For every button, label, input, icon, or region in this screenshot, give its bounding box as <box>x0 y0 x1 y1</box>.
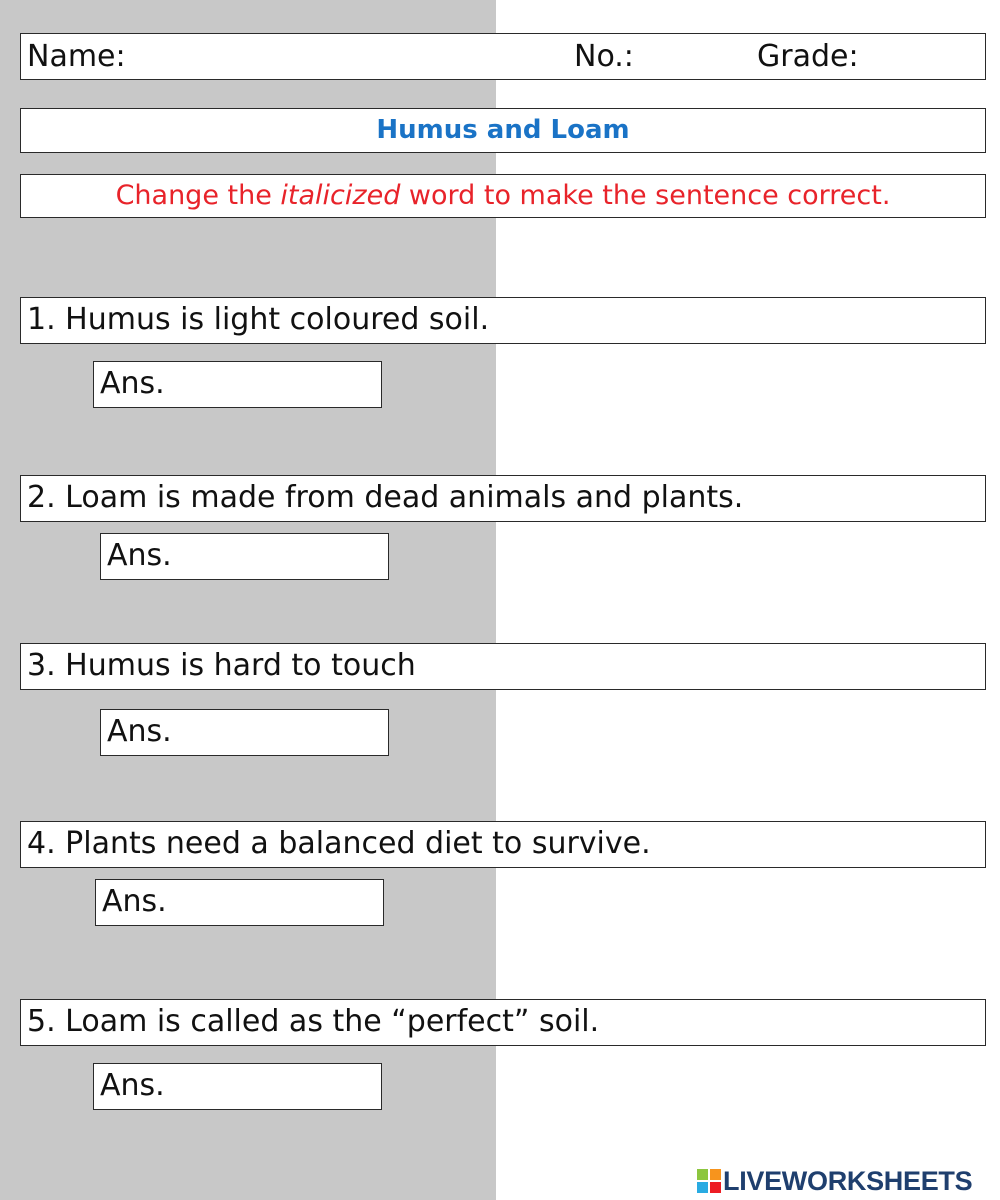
worksheet-title: Humus and Loam <box>20 108 986 153</box>
question-4: 4. Plants need a balanced diet to survive. <box>20 821 986 868</box>
liveworksheets-logo-icon <box>697 1169 721 1193</box>
question-3: 3. Humus is hard to touch <box>20 643 986 690</box>
instruction-text-before: Change the <box>115 180 281 211</box>
grade-label: Grade: <box>757 39 859 74</box>
question-1: 1. Humus is light coloured soil. <box>20 297 986 344</box>
number-label: No.: <box>574 39 634 74</box>
instruction <box>20 174 986 218</box>
liveworksheets-brand <box>697 1166 972 1196</box>
question-2: 2. Loam is made from dead animals and plants. <box>20 475 986 522</box>
question-5: 5. Loam is called as the “perfect” soil. <box>20 999 986 1046</box>
student-info-row <box>20 33 986 80</box>
answer-box-4[interactable]: Ans. <box>95 879 384 926</box>
answer-box-2[interactable]: Ans. <box>100 533 389 580</box>
brand-text: LIVEWORKSHEETS <box>723 1165 973 1196</box>
instruction-text-italic: italicized <box>280 180 401 211</box>
instruction-text-after: word to make the sentence correct. <box>400 180 891 211</box>
answer-box-3[interactable]: Ans. <box>100 709 389 756</box>
answer-box-5[interactable]: Ans. <box>93 1063 382 1110</box>
name-label: Name: <box>27 39 126 74</box>
answer-box-1[interactable]: Ans. <box>93 361 382 408</box>
